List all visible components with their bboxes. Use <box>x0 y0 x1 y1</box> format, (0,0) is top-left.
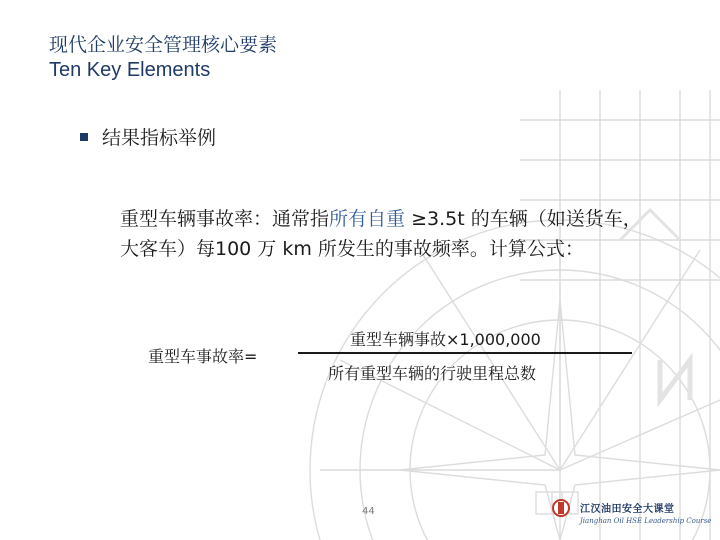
paragraph-text-part1: 重型车辆事故率：通常指 <box>120 208 330 230</box>
formula-numerator: 重型车辆事故×1,000,000 <box>350 330 541 349</box>
definition-paragraph <box>120 204 660 264</box>
fraction-line <box>298 352 632 354</box>
oilfield-logo-icon <box>548 498 574 526</box>
logo-text-block <box>580 500 711 525</box>
square-bullet-icon <box>80 133 88 141</box>
formula-denominator: 所有重型车辆的行驶里程总数 <box>328 364 537 383</box>
paragraph-highlight: 所有自重 <box>329 208 406 230</box>
bullet-item <box>80 123 216 150</box>
slide-title-english: Ten Key Elements <box>49 59 211 81</box>
slide-title-chinese: 现代企业安全管理核心要素 <box>49 34 278 56</box>
course-logo <box>548 498 711 526</box>
paragraph-text-part2: ≥3.5t 的车辆（如送货车，大客车）每100 万 km 所发生的事故频率。计算公式： <box>120 208 642 260</box>
logo-sub-text: Jianghan Oil HSE Leadership Course <box>580 516 712 525</box>
logo-main-text: 江汉油田安全大课堂 <box>580 503 675 515</box>
page-number: 44 <box>362 506 375 517</box>
bullet-text: 结果指标举例 <box>102 127 217 149</box>
formula-left-side: 重型车事故率= <box>148 347 258 366</box>
